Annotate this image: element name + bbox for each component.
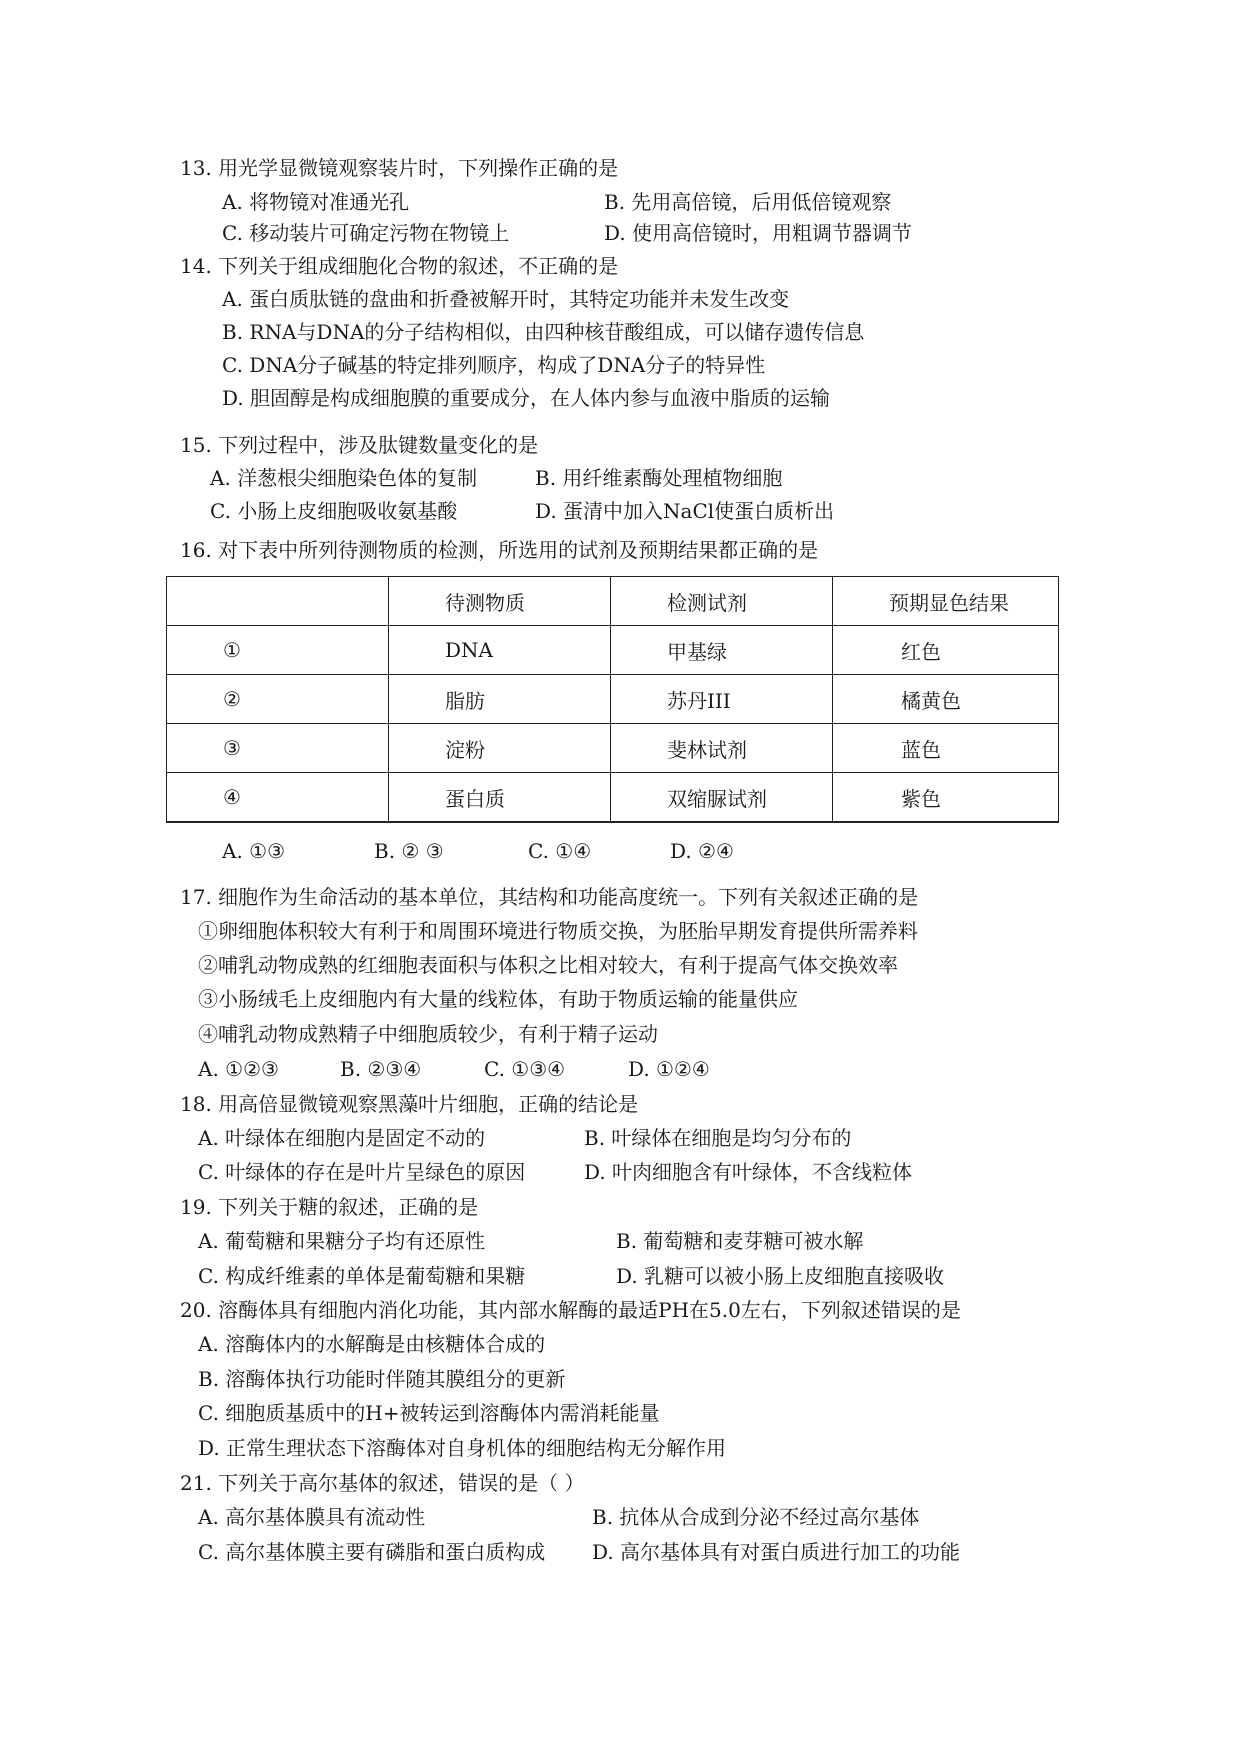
q15-option-c: C. 小肠上皮细胞吸收氨基酸 (210, 499, 458, 523)
q15-stem: 15. 下列过程中，涉及肽键数量变化的是 (180, 433, 539, 457)
table-cell: 淀粉 (389, 724, 611, 773)
table-cell: 甲基绿 (611, 626, 833, 675)
q19-option-a: A. 葡萄糖和果糖分子均有还原性 (198, 1229, 486, 1253)
table-cell: ② (167, 675, 389, 724)
q18-option-d: D. 叶肉细胞含有叶绿体，不含线粒体 (584, 1160, 913, 1184)
q19-stem: 19. 下列关于糖的叙述，正确的是 (180, 1195, 479, 1219)
q14-stem: 14. 下列关于组成细胞化合物的叙述，不正确的是 (180, 254, 619, 278)
table-cell: 橘黄色 (833, 675, 1059, 724)
table-row (167, 626, 1059, 675)
q16-option-a: A. ①③ (222, 839, 286, 863)
table-row (167, 675, 1059, 724)
q14-option-d: D. 胆固醇是构成细胞膜的重要成分，在人体内参与血液中脂质的运输 (222, 386, 831, 410)
table-cell: 红色 (833, 626, 1059, 675)
table-cell: 蛋白质 (389, 773, 611, 823)
q14-option-a: A. 蛋白质肽链的盘曲和折叠被解开时，其特定功能并未发生改变 (222, 287, 790, 311)
q17-option-b: B. ②③④ (340, 1057, 422, 1081)
q19-option-d: D. 乳糖可以被小肠上皮细胞直接吸收 (616, 1264, 945, 1288)
table-cell: 脂肪 (389, 675, 611, 724)
q20-option-c: C. 细胞质基质中的H+被转运到溶酶体内需消耗能量 (198, 1401, 660, 1425)
table-cell: ④ (167, 773, 389, 823)
table-cell: 双缩脲试剂 (611, 773, 833, 823)
q21-option-d: D. 高尔基体具有对蛋白质进行加工的功能 (592, 1540, 961, 1564)
q21-option-c: C. 高尔基体膜主要有磷脂和蛋白质构成 (198, 1540, 546, 1564)
table-row (167, 724, 1059, 773)
q13-stem: 13. 用光学显微镜观察装片时，下列操作正确的是 (180, 156, 619, 180)
table-header-cell (167, 577, 389, 626)
q13-option-b: B. 先用高倍镜，后用低倍镜观察 (604, 190, 892, 214)
table-cell: 斐林试剂 (611, 724, 833, 773)
q21-option-b: B. 抗体从合成到分泌不经过高尔基体 (592, 1505, 920, 1529)
q19-option-b: B. 葡萄糖和麦芽糖可被水解 (616, 1229, 864, 1253)
q16-stem: 16. 对下表中所列待测物质的检测，所选用的试剂及预期结果都正确的是 (180, 538, 819, 562)
table-row (167, 773, 1059, 823)
q18-stem: 18. 用高倍显微镜观察黑藻叶片细胞，正确的结论是 (180, 1092, 639, 1116)
q17-statement-1: ①卵细胞体积较大有利于和周围环境进行物质交换，为胚胎早期发育提供所需养料 (198, 919, 918, 943)
q14-option-b: B. RNA与DNA的分子结构相似，由四种核苷酸组成，可以储存遗传信息 (222, 320, 865, 344)
q20-stem: 20. 溶酶体具有细胞内消化功能，其内部水解酶的最适PH在5.0左右，下列叙述错误的是 (180, 1298, 961, 1322)
q21-stem: 21. 下列关于高尔基体的叙述，错误的是（ ） (180, 1471, 585, 1495)
q20-option-a: A. 溶酶体内的水解酶是由核糖体合成的 (198, 1332, 546, 1356)
q15-option-b: B. 用纤维素酶处理植物细胞 (535, 466, 783, 490)
table-cell: ③ (167, 724, 389, 773)
q17-stem: 17. 细胞作为生命活动的基本单位，其结构和功能高度统一。下列有关叙述正确的是 (180, 885, 919, 909)
q17-statement-3: ③小肠绒毛上皮细胞内有大量的线粒体，有助于物质运输的能量供应 (198, 987, 798, 1011)
table-header-row (167, 577, 1059, 626)
q16-option-d: D. ②④ (670, 839, 734, 863)
table-cell: 苏丹III (611, 675, 833, 724)
q14-option-c: C. DNA分子碱基的特定排列顺序，构成了DNA分子的特异性 (222, 353, 766, 377)
q17-option-a: A. ①②③ (198, 1057, 279, 1081)
table-cell: DNA (389, 626, 611, 675)
q15-option-d: D. 蛋清中加入NaCl使蛋白质析出 (535, 499, 835, 523)
detection-table (166, 576, 1059, 823)
q18-option-c: C. 叶绿体的存在是叶片呈绿色的原因 (198, 1160, 526, 1184)
table-cell: 蓝色 (833, 724, 1059, 773)
table-header-cell: 检测试剂 (611, 577, 833, 626)
q18-option-b: B. 叶绿体在细胞是均匀分布的 (584, 1126, 852, 1150)
q17-option-c: C. ①③④ (484, 1057, 566, 1081)
table-header-cell: 预期显色结果 (833, 577, 1059, 626)
table-cell: 紫色 (833, 773, 1059, 823)
q13-option-a: A. 将物镜对准通光孔 (222, 190, 410, 214)
q18-option-a: A. 叶绿体在细胞内是固定不动的 (198, 1126, 486, 1150)
q20-option-d: D. 正常生理状态下溶酶体对自身机体的细胞结构无分解作用 (198, 1436, 727, 1460)
table-cell: ① (167, 626, 389, 675)
q13-option-d: D. 使用高倍镜时，用粗调节器调节 (604, 221, 913, 245)
q17-option-d: D. ①②④ (628, 1057, 710, 1081)
q20-option-b: B. 溶酶体执行功能时伴随其膜组分的更新 (198, 1367, 566, 1391)
q21-option-a: A. 高尔基体膜具有流动性 (198, 1505, 426, 1529)
q17-statement-2: ②哺乳动物成熟的红细胞表面积与体积之比相对较大，有利于提高气体交换效率 (198, 953, 898, 977)
q15-option-a: A. 洋葱根尖细胞染色体的复制 (210, 466, 478, 490)
table-header-cell: 待测物质 (389, 577, 611, 626)
q16-option-b: B. ② ③ (374, 839, 444, 863)
q17-statement-4: ④哺乳动物成熟精子中细胞质较少，有利于精子运动 (198, 1022, 658, 1046)
q16-option-c: C. ①④ (528, 839, 592, 863)
q13-option-c: C. 移动装片可确定污物在物镜上 (222, 221, 510, 245)
q19-option-c: C. 构成纤维素的单体是葡萄糖和果糖 (198, 1264, 526, 1288)
